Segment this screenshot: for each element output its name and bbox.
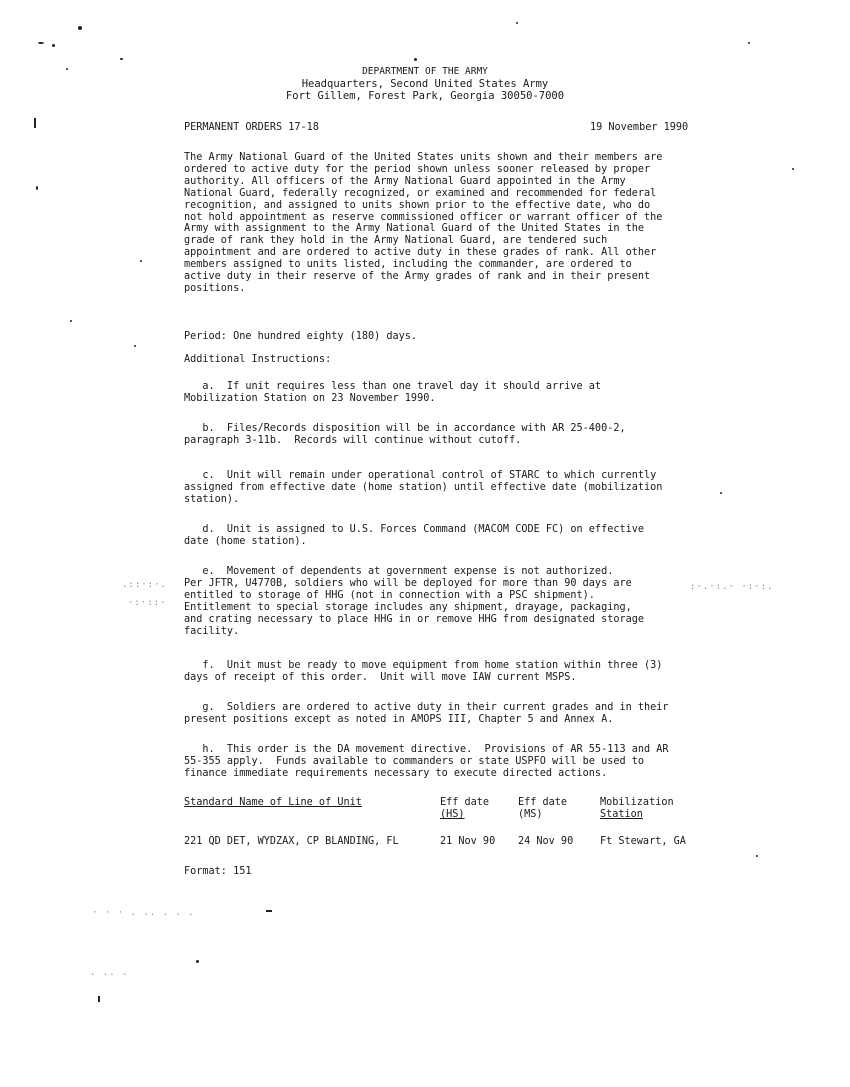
intro-line: not hold appointment as reserve commissioned officer or warrant officer of the — [184, 211, 663, 223]
scan-noise: · · · . .. . . . — [92, 908, 195, 918]
instruction-line: d. Unit is assigned to U.S. Forces Command (MACOM CODE FC) on effective — [184, 524, 645, 535]
order-title: PERMANENT ORDERS 17-18 — [184, 122, 319, 133]
instruction-line: assigned from effective date (home station) until effective date (mobilization — [184, 481, 663, 493]
instruction-line: 55-355 apply. Funds available to commanders or state USPFO will be used to — [184, 755, 645, 767]
instruction-paragraph — [184, 744, 704, 780]
scan-speck — [414, 58, 417, 61]
letterhead — [0, 66, 850, 102]
intro-line: appointment and are ordered to active duty in these grades of rank. All other — [184, 247, 657, 259]
instruction-line: Per JFTR, U4770B, soldiers who will be deployed for more than 90 days are — [184, 577, 632, 589]
intro-line: members assigned to units listed, including the commander, are ordered to — [184, 259, 632, 271]
intro-line: authority. All officers of the Army National Guard appointed in the Army — [184, 175, 626, 187]
instruction-line: c. Unit will remain under operational control of STARC to which currently — [184, 470, 657, 481]
instruction-paragraph — [184, 524, 704, 548]
instruction-line: e. Movement of dependents at government expense is not authorized. — [184, 566, 614, 577]
intro-line: Army with assignment to the Army National Guard of the United States in the — [184, 223, 645, 235]
scan-noise: :·.·:.· ·:·:. — [690, 582, 774, 592]
intro-line: grade of rank they hold in the Army National Guard, are tendered such — [184, 235, 608, 247]
cell-unit: 221 QD DET, WYDZAX, CP BLANDING, FL — [184, 836, 399, 847]
instruction-line: days of receipt of this order. Unit will move IAW current MSPS. — [184, 671, 577, 683]
scan-speck — [792, 168, 794, 170]
instruction-line: a. If unit requires less than one travel day it should arrive at — [184, 381, 602, 392]
headquarters-address: Fort Gillem, Forest Park, Georgia 30050-7000 — [285, 90, 565, 102]
instruction-paragraph — [184, 381, 704, 405]
format-line: Format: 151 — [184, 866, 252, 877]
period-line: Period: One hundred eighty (180) days. — [184, 331, 418, 342]
intro-paragraph — [184, 152, 704, 295]
instruction-line: g. Soldiers are ordered to active duty in their current grades and in their — [184, 702, 669, 713]
table-header-eff-hs-line1: Eff date — [440, 797, 490, 808]
order-date: 19 November 1990 — [590, 122, 689, 133]
scan-speck — [78, 26, 82, 30]
scan-speck — [34, 118, 36, 128]
instruction-line: Entitlement to special storage includes any shipment, drayage, packaging, — [184, 601, 632, 613]
instruction-line: f. Unit must be ready to move equipment from home station within three (3) — [184, 660, 663, 671]
scan-speck — [140, 260, 142, 262]
instruction-line: and crating necessary to place HHG in or remove HHG from designated storage — [184, 613, 645, 625]
table-header-eff-hs-line2: (HS) — [440, 809, 465, 820]
intro-line: ordered to active duty for the period shown unless sooner released by proper — [184, 163, 651, 175]
table-header-station-line2: Station — [600, 809, 643, 820]
department-name: DEPARTMENT OF THE ARMY — [362, 66, 488, 77]
scan-speck — [756, 855, 758, 857]
intro-line: active duty in their reserve of the Army grades of rank and in their present — [184, 271, 651, 283]
scan-noise: . .. . — [90, 968, 129, 978]
table-header-eff-hs — [440, 797, 489, 821]
scan-speck — [120, 58, 123, 60]
scan-speck — [134, 345, 136, 347]
instruction-paragraph — [184, 423, 704, 447]
scan-speck — [52, 44, 55, 47]
instruction-line: Mobilization Station on 23 November 1990. — [184, 392, 436, 404]
instruction-paragraph — [184, 566, 704, 637]
instruction-line: date (home station). — [184, 535, 307, 547]
scan-speck — [720, 492, 722, 494]
instruction-line: facility. — [184, 625, 240, 637]
instruction-line: present positions except as noted in AMOPS III, Chapter 5 and Annex A. — [184, 713, 614, 725]
scan-speck — [266, 910, 272, 912]
instruction-line: finance immediate requirements necessary to execute directed actions. — [184, 767, 608, 779]
scan-speck — [196, 960, 199, 963]
table-header-station-line1: Mobilization — [600, 797, 674, 808]
intro-line: positions. — [184, 282, 246, 294]
scan-speck — [748, 42, 750, 44]
instruction-line: paragraph 3-11b. Records will continue without cutoff. — [184, 434, 522, 446]
instruction-line: entitled to storage of HHG (not in connection with a PSC shipment). — [184, 589, 595, 601]
table-header-eff-ms-line1: Eff date — [518, 797, 568, 808]
instruction-paragraph — [184, 702, 704, 726]
intro-line: National Guard, federally recognized, or examined and recommended for federal — [184, 187, 657, 199]
table-header-station — [600, 797, 674, 821]
scan-speck — [38, 42, 44, 44]
scan-speck — [516, 22, 518, 24]
scan-speck — [98, 996, 100, 1002]
instruction-line: b. Files/Records disposition will be in accordance with AR 25-400-2, — [184, 423, 626, 434]
instruction-paragraph — [184, 470, 704, 506]
cell-eff-ms: 24 Nov 90 — [518, 836, 574, 847]
scan-noise: ·:·::· — [128, 598, 167, 608]
scan-speck — [70, 320, 72, 322]
scan-noise: .::·:·. — [122, 580, 167, 590]
table-header-eff-ms-line2: (MS) — [518, 809, 543, 820]
intro-line: The Army National Guard of the United States units shown and their members are — [184, 152, 663, 163]
instruction-line: station). — [184, 493, 240, 505]
intro-line: recognition, and assigned to units shown prior to the effective date, who do — [184, 199, 651, 211]
table-header-eff-ms — [518, 797, 567, 821]
cell-station: Ft Stewart, GA — [600, 836, 686, 847]
instruction-line: h. This order is the DA movement directive. Provisions of AR 55-113 and AR — [184, 744, 669, 755]
additional-instructions-heading: Additional Instructions: — [184, 354, 332, 365]
scan-speck — [36, 186, 38, 190]
cell-eff-hs: 21 Nov 90 — [440, 836, 496, 847]
table-header-unit: Standard Name of Line of Unit — [184, 797, 362, 808]
headquarters-name: Headquarters, Second United States Army — [301, 78, 549, 90]
instruction-paragraph — [184, 660, 704, 684]
